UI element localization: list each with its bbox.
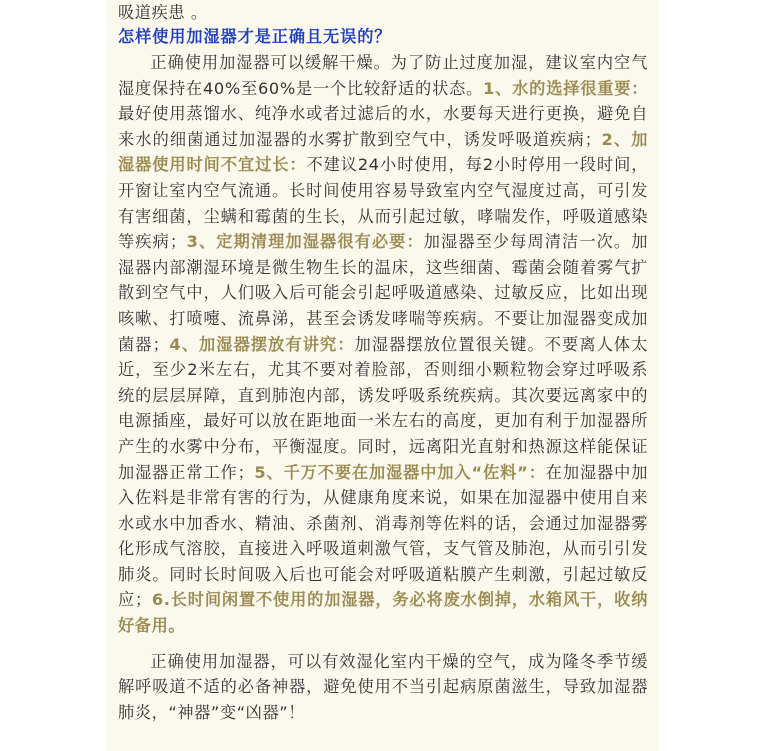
tip-4-text: 加湿器摆放位置很关键。不要离人体太近，至少2米左右，尤其不要对着脸部，否则细小颗粒物会穿过呼吸系统的层层屏障，直到肺泡内部，诱发呼吸系统疾病。其次要远离家中的电源插座，最好可以放在距地面一米左右的高度，更加有利于加湿器所产生的水雾中分布，平衡湿度。同时，远离阳光直射和热源这样能保证加湿器正常工作；	[118, 334, 648, 482]
intro-text: 正确使用加湿器可以缓解干燥。为了防止过度加湿，建议室内空气湿度保持在40%至60%是一个比较舒适的状态。	[118, 53, 648, 98]
tip-3-text: 加湿器至少每周清洁一次。加湿器内部潮湿环境是微生物生长的温床，这些细菌、霉菌会随着雾气扩散到空气中，人们吸入后可能会引起呼吸道感染、过敏反应，比如出现咳嗽、打喷嚏、流鼻涕，甚至会诱发哮喘等疾病。不要让加湿器变成加菌器；	[118, 232, 648, 354]
tip-5-label: 5、千万不要在加湿器中加入“佐料”：	[254, 462, 546, 482]
tip-1-text: 最好使用蒸馏水、纯净水或者过滤后的水，水要每天进行更换，避免自来水的细菌通过加湿器的水雾扩散到空气中，诱发呼吸道疾病；	[118, 104, 648, 149]
tip-6-label: 6.长时间闲置不使用的加湿器，务必将废水倒掉，水箱风干，收纳好备用。	[118, 590, 648, 636]
tip-2-label: 2、加湿器使用时间不宜过长：	[118, 129, 648, 175]
tip-5-text: 在加湿器中加入佐料是非常有害的行为，从健康角度来说，如果在加湿器中使用自来水或水中加香水、精油、杀菌剂、消毒剂等佐料的话，会通过加湿器雾化形成气溶胶，直接进入呼吸道刺激气管，支气管及肺泡，从而引引发肺炎。同时长时间吸入后也可能会对呼吸道粘膜产生刺激，引起过敏反应；	[118, 462, 648, 610]
tip-1-label: 1、水的选择很重要：	[483, 78, 649, 98]
previous-paragraph-tail: 吸道疾患 。	[118, 3, 208, 22]
paragraph-conclusion: 正确使用加湿器，可以有效湿化室内干燥的空气，成为隆冬季节缓解呼吸道不适的必备神器，避免使用不当引起病原菌滋生，导致加湿器肺炎，“神器”变“凶器”！	[118, 651, 648, 722]
article-body	[118, 0, 648, 725]
paragraph-usage-tips	[118, 50, 648, 639]
section-heading: 怎样使用加湿器才是正确且无误的？	[118, 27, 392, 46]
tip-2-text: 不建议24小时使用，每2小时停用一段时间，开窗让室内空气流通。长时间使用容易导致室内空气湿度过高，可引发有害细菌，尘螨和霉菌的生长，从而引起过敏，哮喘发作，呼吸道感染等疾病；	[118, 155, 648, 252]
tip-4-label: 4、加湿器摆放有讲究：	[169, 334, 355, 354]
tip-3-label: 3、定期清理加湿器很有必要：	[186, 232, 424, 252]
